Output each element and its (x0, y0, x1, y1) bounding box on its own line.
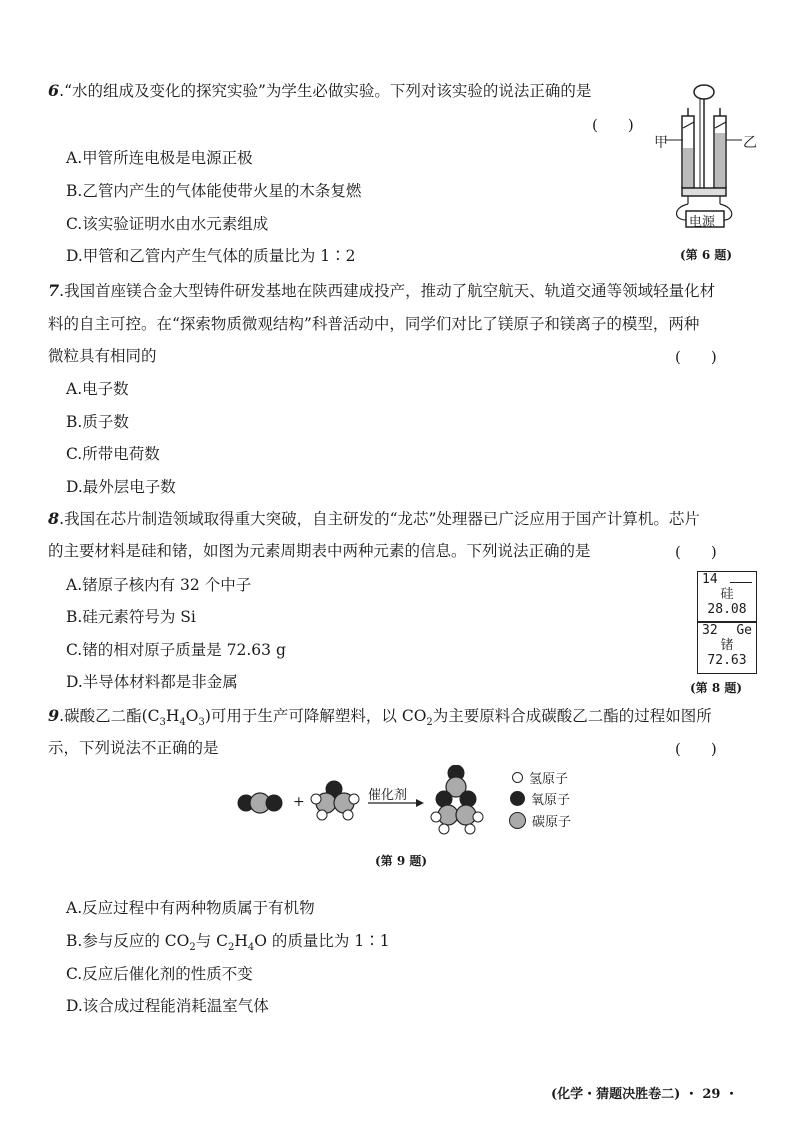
carbon-atom-icon (509, 812, 526, 829)
q8-figure-caption: (第 8 题) (690, 681, 743, 695)
q6-answer-paren: ( ) (592, 116, 634, 134)
q9-option-b: B.参与反应的 $CO_2$与 $C_2H_4O$ 的质量比为 1∶1 (66, 932, 390, 954)
catalyst-label: 催化剂 (368, 788, 408, 803)
q6-option-c: C.该实验证明水由水元素组成 (66, 215, 269, 233)
germanium-name: 锗 (720, 638, 734, 653)
germanium-symbol: Ge (736, 623, 752, 638)
q7-option-d: D.最外层电子数 (66, 478, 176, 496)
q8-stem-line-2: 的主要材料是硅和锗，如图为元素周期表中两种元素的信息。下列说法正确的是 (48, 542, 591, 560)
hydrogen-atom-icon (512, 772, 523, 783)
q6-option-b: B.乙管内产生的气体能使带火星的木条复燃 (66, 182, 362, 200)
q8-option-a: A.锗原子核内有 32 个中子 (66, 576, 252, 594)
q9-stem-line-1: 9.碳酸乙二酯$(C_3H_4O_3)$可用于生产可降解塑料，以 $CO_2$为主要原料合成碳酸乙二酯的过程如图所 (48, 706, 712, 729)
footer-title: (化学・猜题决胜卷二) (551, 1087, 681, 1102)
q6-option-d: D.甲管和乙管内产生气体的质量比为 1∶2 (66, 247, 356, 265)
q9-option-a: A.反应过程中有两种物质属于有机物 (66, 899, 315, 917)
element-card-silicon (697, 571, 757, 622)
q7-stem-line-1: 7.我国首座镁合金大型铸件研发基地在陕西建成投产，推动了航空航天、轨道交通等领域轻量化材 (48, 281, 716, 300)
q8-option-b: B.硅元素符号为 Si (66, 608, 196, 626)
reaction-diagram (230, 765, 500, 840)
legend-hydrogen: 氢原子 (512, 768, 568, 787)
silicon-name: 硅 (720, 587, 734, 602)
q9-answer-paren: ( ) (675, 740, 717, 758)
q7-option-c: C.所带电荷数 (66, 445, 160, 463)
q7-option-b: B.质子数 (66, 413, 129, 431)
q9-stem-line-2: 示，下列说法不正确的是 (48, 739, 219, 757)
q6-number: 6 (48, 81, 60, 100)
q9-number: 9 (48, 706, 60, 725)
q6-stem: 6.“水的组成及变化的探究实验”为学生必做实验。下列对该实验的说法正确的是 (48, 81, 592, 100)
q8-number: 8 (48, 509, 60, 528)
q8-option-c: C.锗的相对原子质量是 72.63 g (66, 641, 286, 659)
reaction-plus: + (293, 794, 305, 810)
q9-option-c: C.反应后催化剂的性质不变 (66, 965, 253, 983)
q8-option-d: D.半导体材料都是非金属 (66, 673, 238, 691)
q9-option-d: D.该合成过程能消耗温室气体 (66, 997, 269, 1015)
silicon-atomic-mass: 28.08 (707, 602, 747, 617)
q6-figure-caption: (第 6 题) (680, 248, 733, 262)
tube-label-yi: 乙 (743, 135, 757, 151)
element-card-germanium (697, 622, 757, 674)
page-footer (551, 1083, 738, 1102)
silicon-atomic-number: 14 (702, 572, 718, 587)
germanium-atomic-number: 32 (702, 623, 718, 638)
q9-figure-caption: (第 9 题) (375, 854, 428, 868)
legend-carbon: 碳原子 (509, 811, 571, 830)
q7-answer-paren: ( ) (675, 348, 717, 366)
page-number: ・ 29 ・ (684, 1087, 738, 1102)
power-source-label: 电源 (689, 215, 716, 230)
q7-stem-line-2: 料的自主可控。在“探索物质微观结构”科普活动中，同学们对比了镁原子和镁离子的模型，两种 (48, 315, 700, 333)
q8-answer-paren: ( ) (675, 543, 717, 561)
q7-option-a: A.电子数 (66, 380, 129, 398)
q7-number: 7 (48, 281, 60, 300)
q6-option-a: A.甲管所连电极是电源正极 (66, 149, 253, 167)
silicon-symbol-blank (730, 572, 752, 583)
q8-stem-line-1: 8.我国在芯片制造领域取得重大突破，自主研发的“龙芯”处理器已广泛应用于国产计算机。芯片 (48, 509, 700, 528)
germanium-atomic-mass: 72.63 (707, 653, 747, 668)
legend-oxygen: 氧原子 (510, 789, 570, 808)
tube-label-jia: 甲 (654, 135, 668, 151)
q7-stem-line-3: 微粒具有相同的 (48, 347, 157, 365)
oxygen-atom-icon (510, 791, 525, 806)
